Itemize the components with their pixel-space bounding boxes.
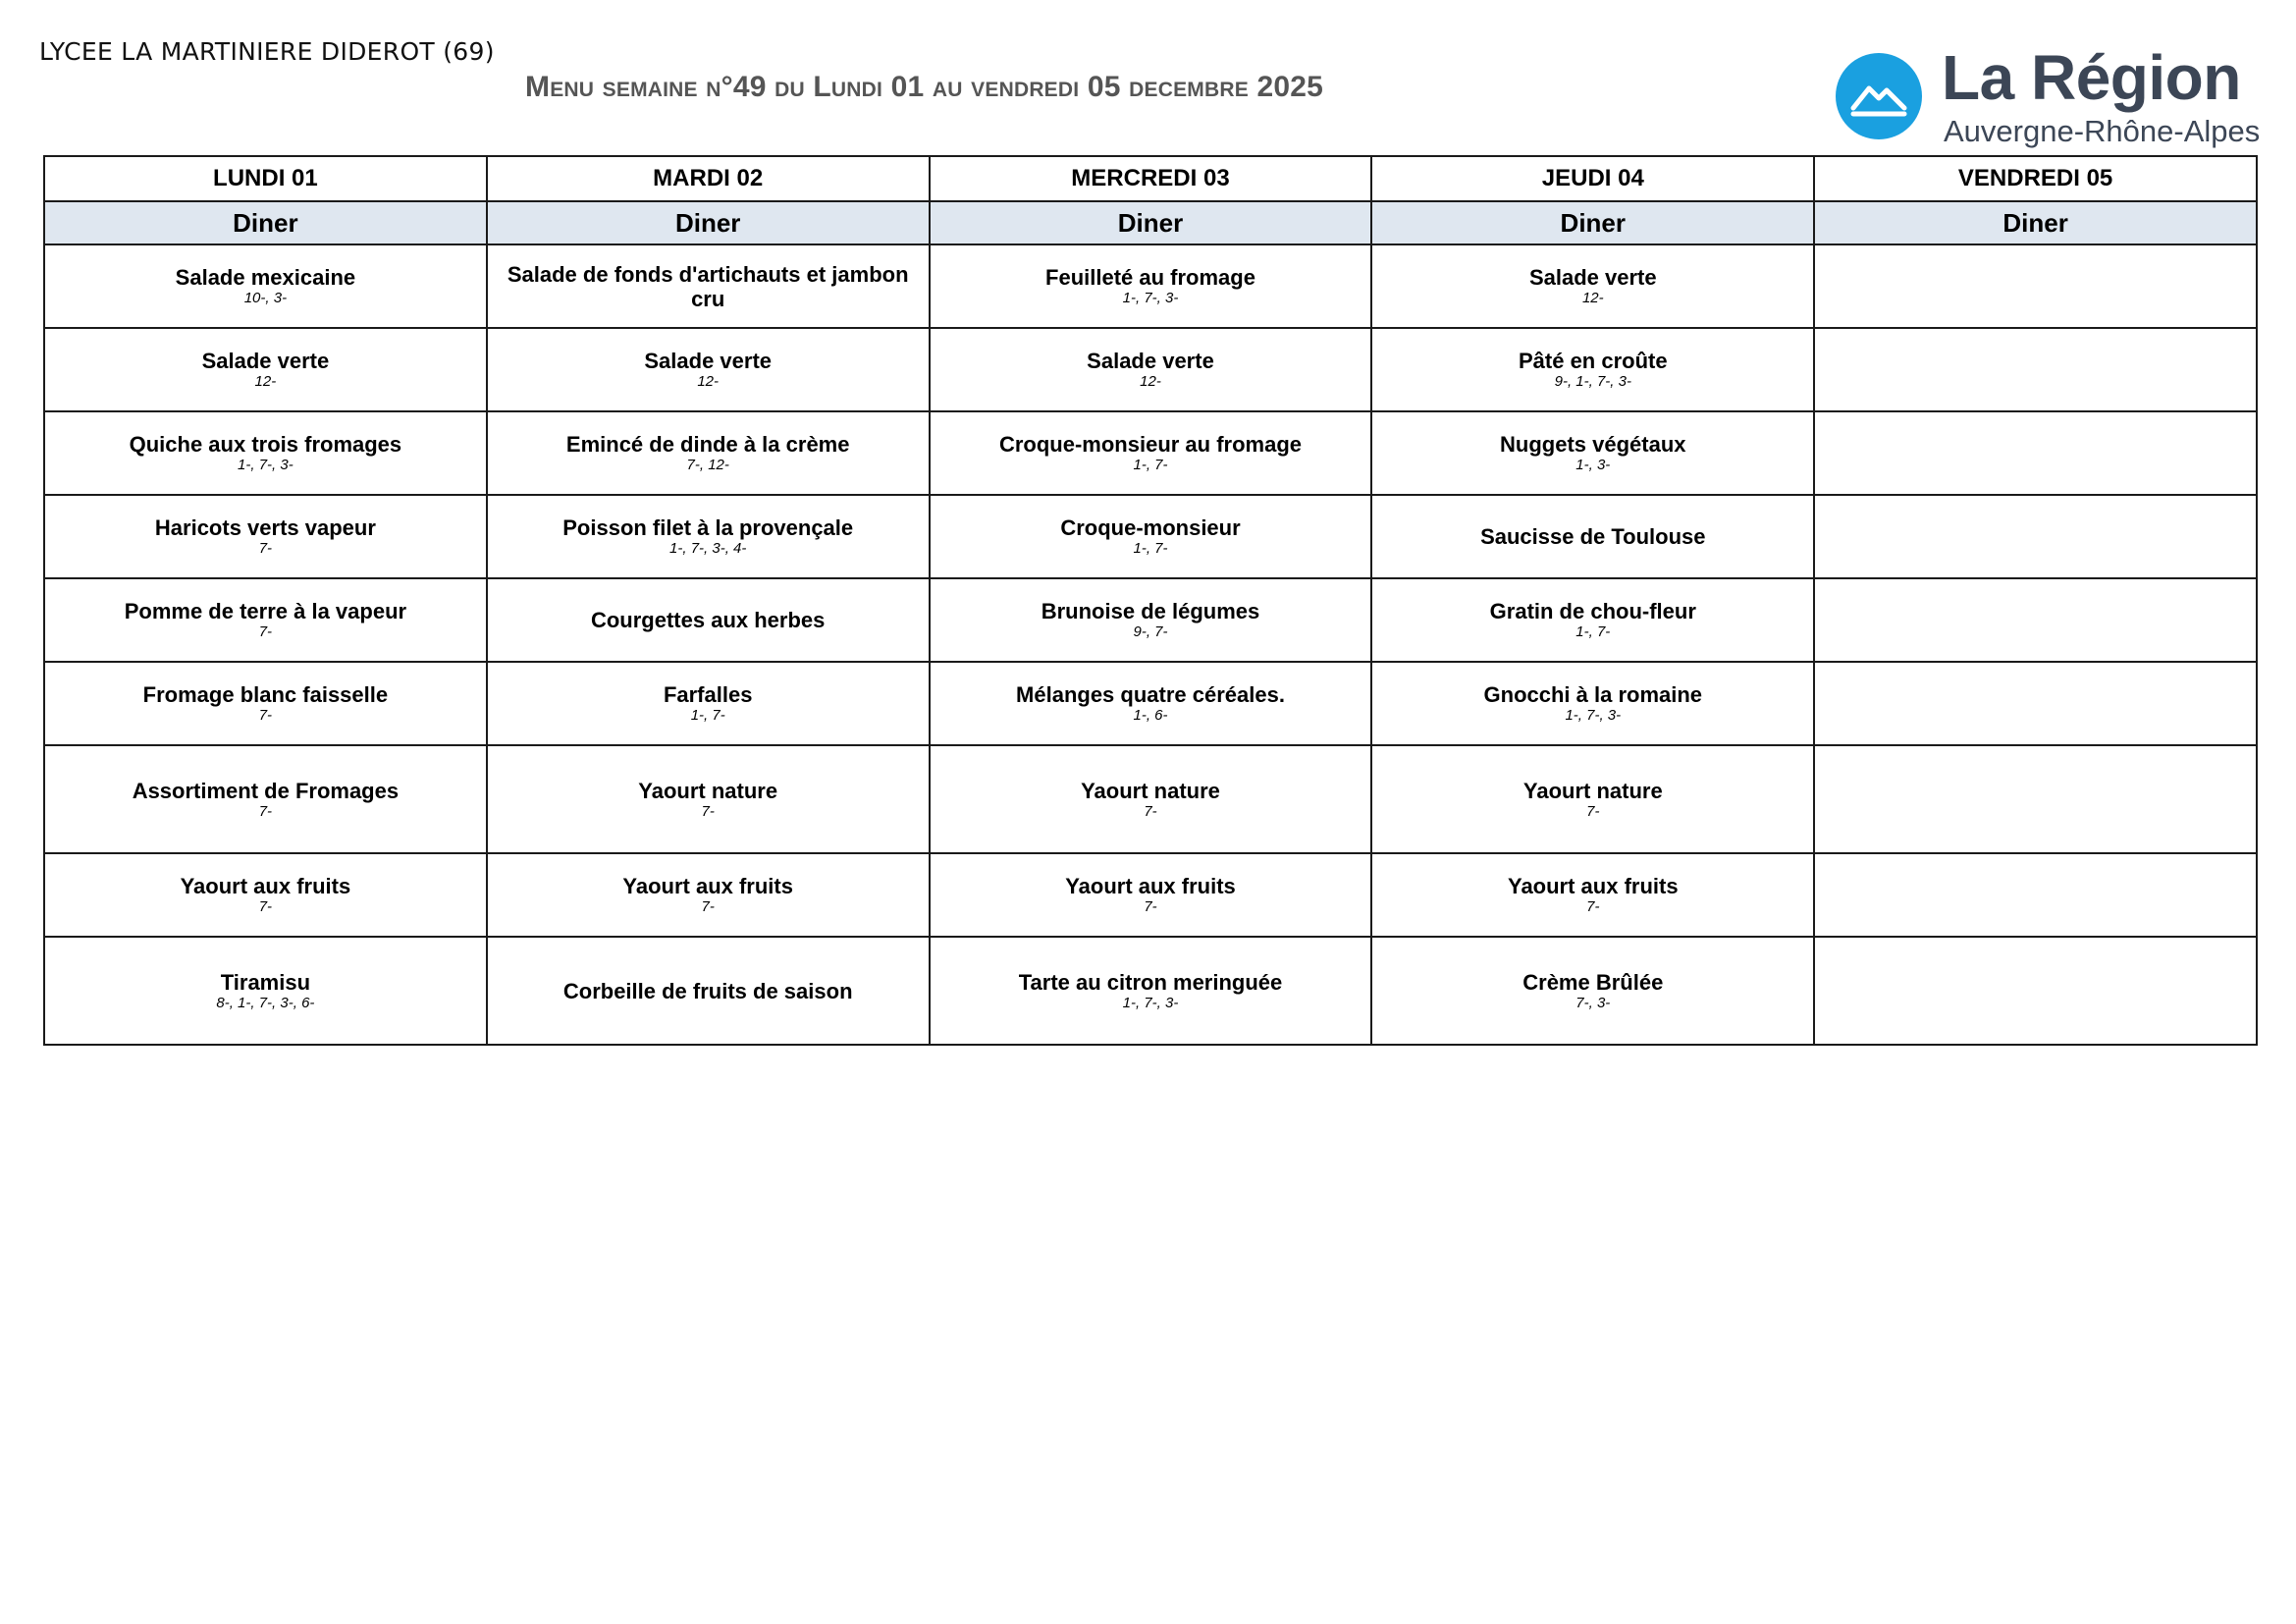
dish-cell [44,328,487,411]
dish-cell [44,578,487,662]
day-header-row [44,156,2257,201]
dish-name: Salade verte [1528,265,1657,290]
allergen-codes: 1-, 3- [1575,457,1611,473]
day-header-fri: VENDREDI 05 [1814,156,2257,201]
allergen-codes: 1-, 7- [1575,623,1611,640]
region-logo [1836,41,2261,149]
dish-cell [930,495,1372,578]
meal-header: Diner [930,201,1372,244]
allergen-codes: 7- [258,540,273,557]
table-row [44,745,2257,853]
dish-name: Courgettes aux herbes [590,608,826,632]
dish-cell [44,937,487,1045]
dish-cell [930,662,1372,745]
dish-name: Feuilleté au fromage [1045,265,1255,290]
allergen-codes: 7- [1144,898,1157,915]
dish-cell [44,244,487,328]
dish-cell [930,937,1372,1045]
table-row [44,578,2257,662]
allergen-codes: 9-, 1-, 7-, 3- [1554,373,1631,390]
dish-cell [1814,937,2257,1045]
day-header-mon: LUNDI 01 [44,156,487,201]
table-row [44,411,2257,495]
dish-cell [930,328,1372,411]
table-row [44,662,2257,745]
allergen-codes: 7-, 3- [1575,994,1611,1011]
dish-name: Salade verte [644,349,773,373]
allergen-codes: 7-, 12- [686,457,729,473]
dish-name: Pomme de terre à la vapeur [124,599,407,623]
dish-cell [1371,411,1814,495]
dish-name: Yaourt nature [638,778,778,803]
dish-cell [487,937,930,1045]
dish-cell [44,853,487,937]
dish-cell [44,411,487,495]
dish-cell [487,328,930,411]
dish-name: Pâté en croûte [1518,349,1668,373]
dish-cell [1371,745,1814,853]
dish-cell [487,662,930,745]
dish-name: Haricots verts vapeur [154,515,376,540]
meal-header: Diner [1814,201,2257,244]
allergen-codes: 1-, 7-, 3-, 4- [669,540,747,557]
dish-name: Yaourt aux fruits [1507,874,1679,898]
allergen-codes: 7- [1586,802,1600,820]
dish-cell [930,853,1372,937]
dish-cell [1814,244,2257,328]
dish-cell [487,495,930,578]
dish-cell [1371,495,1814,578]
dish-cell [487,853,930,937]
dish-cell [44,495,487,578]
meal-header: Diner [487,201,930,244]
school-name: LYCEE LA MARTINIERE DIDEROT (69) [39,37,495,66]
allergen-codes: 1-, 7- [1133,540,1168,557]
dish-cell [487,411,930,495]
table-row [44,244,2257,328]
dish-name: Emincé de dinde à la crème [565,432,850,457]
allergen-codes: 7- [258,802,273,820]
logo-name: La Région [1942,42,2241,113]
dish-name: Corbeille de fruits de saison [562,978,853,1003]
dish-cell [1371,244,1814,328]
allergen-codes: 7- [1144,802,1157,820]
dish-name: Tarte au citron meringuée [1018,969,1283,995]
dish-cell [44,662,487,745]
allergen-codes: 12- [1140,373,1161,390]
menu-table [43,155,2258,1046]
dish-name: Gnocchi à la romaine [1483,682,1703,707]
allergen-codes: 7- [258,898,273,915]
dish-name: Mélanges quatre céréales. [1016,682,1285,707]
meal-header: Diner [44,201,487,244]
dish-name: Nuggets végétaux [1500,432,1686,457]
dish-cell [1371,853,1814,937]
dish-name: Crème Brûlée [1522,969,1664,995]
day-header-wed: MERCREDI 03 [930,156,1372,201]
dish-cell [1814,662,2257,745]
dish-cell [1814,495,2257,578]
dish-name: Croque-monsieur [1060,515,1241,540]
meal-header-row [44,201,2257,244]
day-header-thu: JEUDI 04 [1371,156,1814,201]
dish-name: Saucisse de Toulouse [1480,524,1706,549]
table-row [44,328,2257,411]
dish-cell [1371,662,1814,745]
region-mountain-icon [1836,53,1922,139]
menu-title: Menu semaine n°49 du Lundi 01 au vendredi 05 decembre 2025 [525,71,1323,103]
dish-cell [930,244,1372,328]
dish-cell [44,745,487,853]
table-row [44,495,2257,578]
allergen-codes: 7- [1586,898,1600,915]
dish-name: Assortiment de Fromages [132,778,400,803]
dish-cell [1814,853,2257,937]
dish-name: Quiche aux trois fromages [129,432,402,457]
allergen-codes: 1-, 7-, 3- [1122,994,1179,1011]
dish-name: Yaourt nature [1522,778,1663,803]
allergen-codes: 7- [701,898,715,915]
allergen-codes: 1-, 7-, 3- [238,457,294,473]
dish-name: Yaourt aux fruits [180,874,351,898]
dish-name: Croque-monsieur au fromage [998,432,1303,457]
dish-cell [1371,937,1814,1045]
allergen-codes: 12- [697,373,720,390]
dish-name: Salade mexicaine [175,265,356,290]
dish-cell [487,244,930,328]
allergen-codes: 10-, 3- [243,290,288,306]
dish-cell [487,745,930,853]
allergen-codes: 1-, 7- [1133,457,1168,473]
allergen-codes: 12- [1581,290,1604,306]
dish-cell [1371,328,1814,411]
dish-cell [930,411,1372,495]
dish-name: Poisson filet à la provençale [562,515,854,540]
allergen-codes: 7- [258,623,273,640]
dish-cell [487,578,930,662]
allergen-codes: 12- [254,373,277,390]
allergen-codes: 7- [258,707,273,724]
dish-name: Yaourt nature [1081,778,1220,803]
table-row [44,853,2257,937]
dish-name: Salade de fonds d'artichauts et jambon cru [507,261,909,311]
dish-name: Tiramisu [220,969,311,995]
dish-name: Salade verte [1087,349,1214,373]
table-row [44,937,2257,1045]
allergen-codes: 7- [701,802,715,820]
dish-cell [1814,411,2257,495]
day-header-tue: MARDI 02 [487,156,930,201]
dish-name: Gratin de chou-fleur [1489,599,1696,623]
allergen-codes: 1-, 6- [1133,707,1168,724]
dish-name: Yaourt aux fruits [1065,874,1236,898]
dish-cell [1814,328,2257,411]
dish-cell [1814,578,2257,662]
dish-cell [1371,578,1814,662]
dish-cell [1814,745,2257,853]
dish-cell [930,578,1372,662]
allergen-codes: 1-, 7- [690,707,725,724]
logo-subtitle: Auvergne-Rhône-Alpes [1944,114,2261,148]
dish-name: Salade verte [201,349,330,373]
meal-header: Diner [1371,201,1814,244]
dish-name: Yaourt aux fruits [622,874,793,898]
allergen-codes: 8-, 1-, 7-, 3-, 6- [216,994,315,1011]
allergen-codes: 1-, 7-, 3- [1565,707,1622,724]
dish-name: Fromage blanc faisselle [142,682,389,707]
dish-cell [930,745,1372,853]
allergen-codes: 1-, 7-, 3- [1122,290,1179,306]
dish-name: Brunoise de légumes [1041,599,1260,623]
allergen-codes: 9-, 7- [1133,623,1168,640]
dish-name: Farfalles [663,682,753,707]
